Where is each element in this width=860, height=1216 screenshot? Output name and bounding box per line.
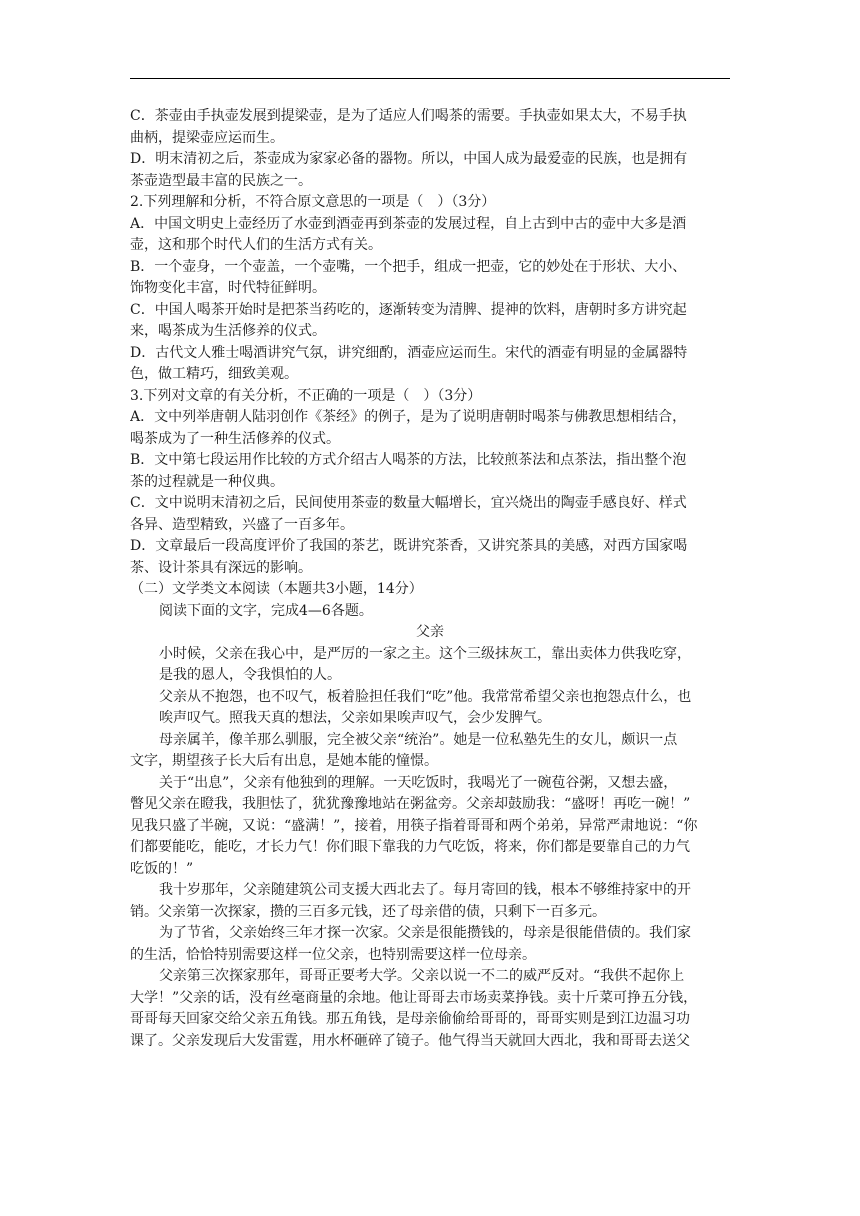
text-line: D．明末清初之后，茶壶成为家家必备的器物。所以，中国人成为最爱壶的民族，也是拥有 xyxy=(130,151,688,167)
text-line: 课了。父亲发现后大发雷霆，用水杯砸碎了镜子。他气得当天就回大西北，我和哥哥去送父 xyxy=(130,1032,690,1049)
text-line: 饰物变化丰富，时代特征鲜明。 xyxy=(130,280,326,296)
text-line: A．文中列举唐朝人陆羽创作《茶经》的例子，是为了说明唐朝时喝茶与佛教思想相结合， xyxy=(130,409,687,425)
text-line: D．古代文人雅士喝酒讲究气氛，讲究细酌，酒壶应运而生。宋代的酒壶有明显的金属器特 xyxy=(130,344,688,361)
text-line: B．一个壶身，一个壶盖，一个壶嘴，一个把手，组成一把壶，它的妙处在于形状、大小、 xyxy=(130,258,687,275)
text-line: 父亲第三次探家那年，哥哥正要考大学。父亲以说一不二的威严反对。“我供不起你上 xyxy=(159,968,685,984)
text-line: 吃饭的！” xyxy=(130,860,194,877)
text-line: 壶，这和那个时代人们的生活方式有关。 xyxy=(130,237,382,253)
header-rule xyxy=(130,78,730,79)
text-line: 关于“出息”，父亲有他独到的理解。一天吃饭时，我喝光了一碗苞谷粥，又想去盛， xyxy=(159,774,678,791)
text-line: 2.下列理解和分析，不符合原文意思的一项是（ ）（3分） xyxy=(130,194,496,210)
text-line: 阅读下面的文字，完成4—6各题。 xyxy=(159,602,373,619)
text-line: 哥哥每天回家交给父亲五角钱。那五角钱，是母亲偷偷给哥哥的，哥哥实则是到江边温习功 xyxy=(130,1011,690,1027)
text-line: 母亲属羊，像羊那么驯服，完全被父亲“统治”。她是一位私塾先生的女儿，颇识一点 xyxy=(159,731,678,748)
text-line: 色，做工精巧，细致美观。 xyxy=(130,366,298,382)
text-line: 茶的过程就是一种仪典。 xyxy=(130,473,284,490)
text-line: 瞥见父亲在瞪我，我胆怯了，犹犹豫豫地站在粥盆旁。父亲却鼓励我：“盛呀！再吃一碗！” xyxy=(130,796,691,812)
text-line: 父亲从不抱怨，也不叹气，板着脸担任我们“吃”他。我常常希望父亲也抱怨点什么，也 xyxy=(159,688,692,705)
text-line: 我十岁那年，父亲随建筑公司支援大西北去了。每月寄回的钱，根本不够维持家中的开 xyxy=(159,882,691,898)
text-line: 见我只盛了半碗，又说：“盛满！”，接着，用筷子指着哥哥和两个弟弟，异常严肃地说：“你 xyxy=(130,817,698,834)
text-line: 的生活，恰恰特别需要这样一位父亲，也特别需要这样一位母亲。 xyxy=(130,946,536,963)
text-line: 曲柄，提梁壶应运而生。 xyxy=(130,129,284,146)
text-line: 3.下列对文章的有关分析，不正确的一项是（ ）（3分） xyxy=(130,387,482,404)
text-line: 各异、造型精致，兴盛了一百多年。 xyxy=(130,516,354,533)
text-line: 唉声叹气。照我天真的想法，父亲如果唉声叹气，会少发脾气。 xyxy=(159,710,551,726)
text-line: 小时候，父亲在我心中，是严厉的一家之主。这个三级抹灰工，靠出卖体力供我吃穿， xyxy=(159,645,691,662)
text-line: A．中国文明史上壶经历了水壶到酒壶再到茶壶的发展过程，自上古到中古的壶中大多是酒 xyxy=(130,215,687,232)
text-line: 喝茶成为了一种生活修养的仪式。 xyxy=(130,430,340,447)
document-body xyxy=(130,106,730,1052)
text-line: 茶壶造型最丰富的民族之一。 xyxy=(130,172,312,189)
text-line: 大学！”父亲的话，没有丝毫商量的余地。他让哥哥去市场卖菜挣钱。卖十斤菜可挣五分钱， xyxy=(130,989,698,1006)
text-line: 销。父亲第一次探家，攒的三百多元钱，还了母亲借的债，只剩下一百多元。 xyxy=(130,903,606,920)
text-line: 文字，期望孩子长大后有出息，是她本能的憧憬。 xyxy=(130,753,438,769)
section-title: 父亲 xyxy=(416,624,444,640)
text-line: C．中国人喝茶开始时是把茶当药吃的，逐渐转变为清脾、提神的饮料，唐朝时多方讲究起 xyxy=(130,301,687,318)
text-line: （二）文学类文本阅读（本题共3小题，14分） xyxy=(130,581,423,597)
text-line: C．茶壶由手执壶发展到提梁壶，是为了适应人们喝茶的需要。手执壶如果太大，不易手执 xyxy=(130,108,687,124)
text-line: C．文中说明末清初之后，民间使用茶壶的数量大幅增长，宜兴烧出的陶壶手感良好、样式 xyxy=(130,495,687,511)
text-line: 们都要能吃，能吃，才长力气！你们眼下靠我的力气吃饭，将来，你们都是要靠自己的力气 xyxy=(130,839,690,855)
text-line: 为了节省，父亲始终三年才探一次家。父亲是很能攒钱的，母亲是很能借债的。我们家 xyxy=(159,925,691,941)
text-line: 来，喝茶成为生活修养的仪式。 xyxy=(130,323,326,339)
text-line: 是我的恩人，令我惧怕的人。 xyxy=(159,667,341,683)
text-line: 茶、设计茶具有深远的影响。 xyxy=(130,559,312,576)
text-line: B．文中第七段运用作比较的方式介绍古人喝茶的方法，比较煎茶法和点茶法，指出整个泡 xyxy=(130,452,687,468)
text-line: D．文章最后一段高度评价了我国的茶艺，既讲究茶香，又讲究茶具的美感，对西方国家喝 xyxy=(130,538,688,554)
